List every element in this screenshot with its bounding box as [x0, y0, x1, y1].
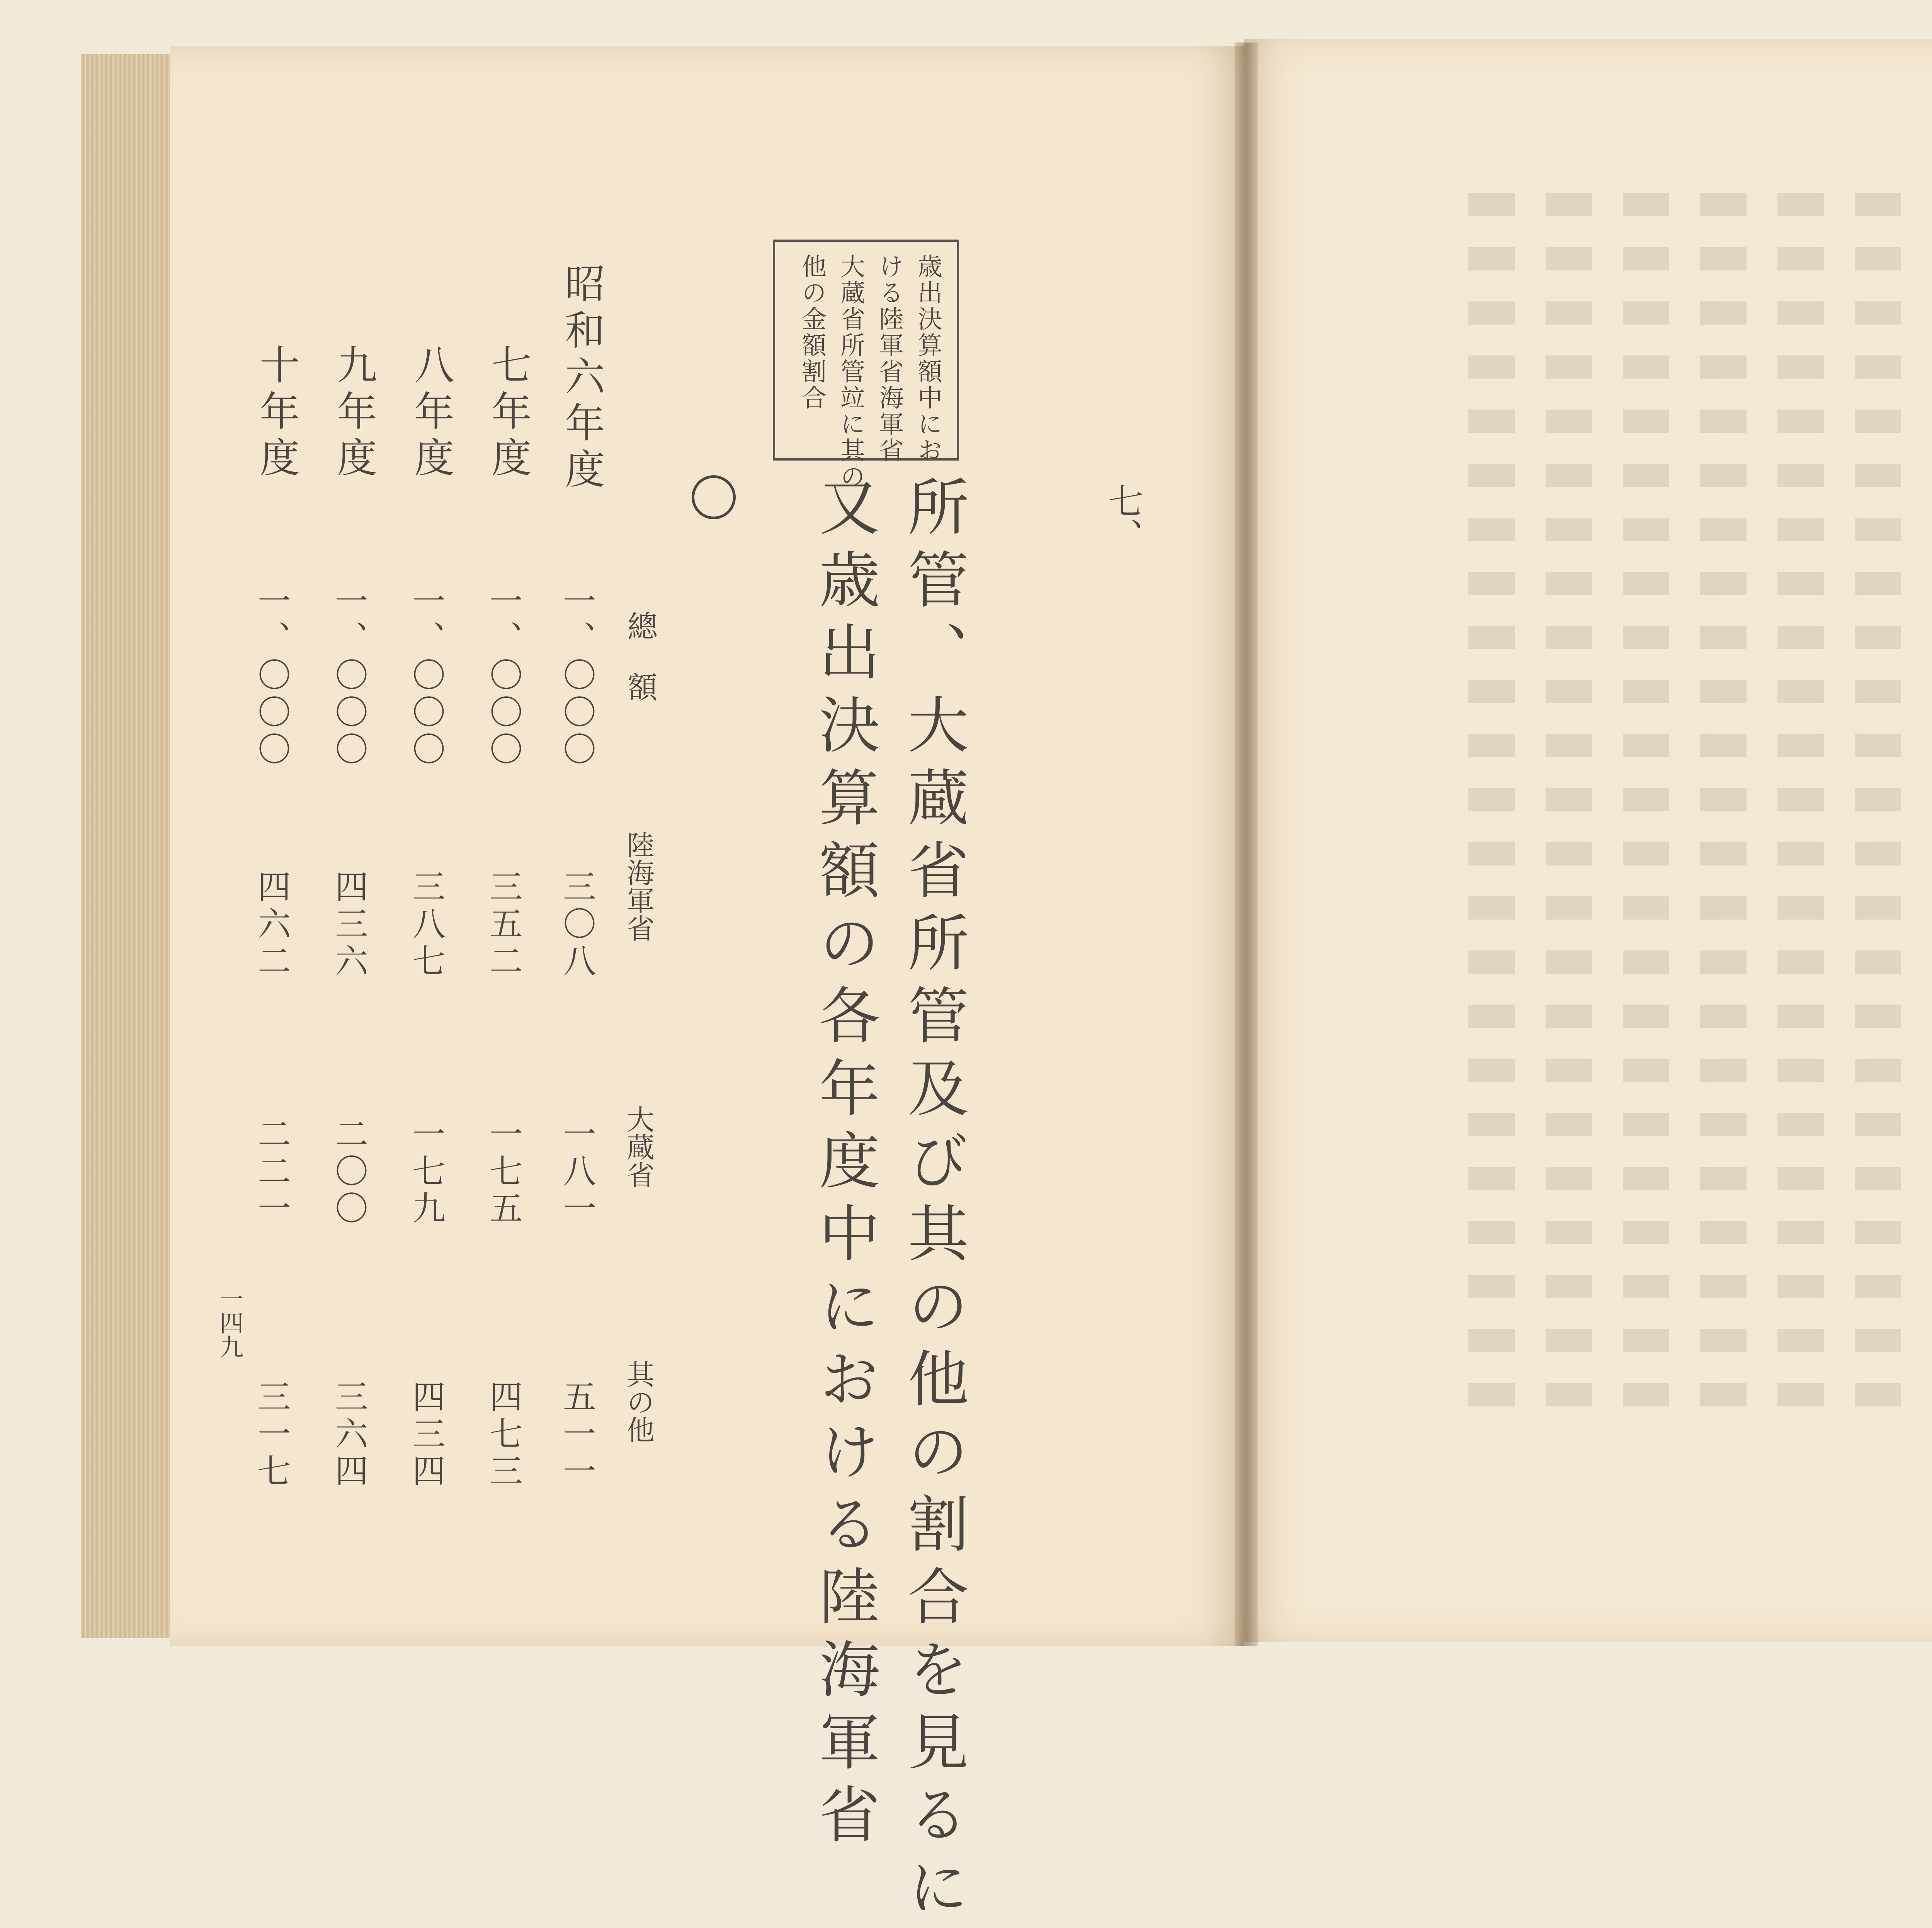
main-text-line: 又歳出決算額の各年度中における陸海軍省 [809, 475, 880, 1855]
row-okura: 一七九 [406, 1117, 445, 1228]
row-okura: 二〇〇 [329, 1117, 368, 1228]
section-number [1097, 483, 1143, 553]
row-total: 一、〇〇〇 [252, 583, 291, 769]
show-through-text [1352, 193, 1932, 1468]
row-other: 五一一 [557, 1379, 596, 1491]
row-year: 十年度 [253, 344, 300, 483]
side-note-box [773, 240, 959, 490]
header-army-navy: 陸海軍省 [622, 831, 655, 942]
row-okura: 一八一 [557, 1117, 596, 1228]
left-page-edges [81, 54, 182, 1638]
page-number-left [209, 1287, 247, 1364]
row-year: 七年度 [485, 344, 532, 483]
side-note-line: 歳出決算額中にお [913, 253, 942, 464]
main-text [796, 475, 969, 1928]
page-number-left-text: 一四九 [216, 1287, 244, 1358]
row-other: 四七三 [484, 1379, 522, 1491]
row-army-navy: 三五二 [484, 869, 522, 981]
row-total: 一、〇〇〇 [406, 583, 445, 769]
book-gutter [1235, 43, 1258, 1646]
row-total: 一、〇〇〇 [329, 583, 368, 769]
section-number-text: 七、 [1102, 483, 1143, 553]
side-note-line: 他の金額割合 [798, 253, 826, 411]
row-army-navy: 四三六 [329, 869, 368, 981]
row-year: 昭和六年度 [558, 263, 605, 495]
row-army-navy: 三〇八 [557, 869, 596, 981]
row-okura: 一七五 [484, 1117, 522, 1228]
row-other: 三六四 [329, 1379, 368, 1491]
side-note-line: 大蔵省所管竝に其の [836, 253, 865, 490]
main-text-line: 所管、大蔵省所管及び其の他の割合を見るに [898, 475, 969, 1928]
row-year: 九年度 [330, 344, 377, 483]
row-total: 一、〇〇〇 [484, 583, 522, 769]
row-other: 三一七 [252, 1379, 291, 1491]
row-okura: 二二一 [252, 1117, 291, 1228]
row-other: 四三四 [406, 1379, 445, 1491]
header-total: 總額 [622, 610, 657, 733]
row-army-navy: 四六二 [252, 869, 291, 981]
row-year: 八年度 [407, 344, 454, 483]
row-total: 一、〇〇〇 [557, 583, 596, 769]
header-other: 其の他 [622, 1360, 655, 1443]
row-army-navy: 三八七 [406, 869, 445, 981]
header-okura: 大蔵省 [622, 1105, 655, 1188]
side-note-line: ける陸軍省海軍省 [875, 253, 903, 464]
